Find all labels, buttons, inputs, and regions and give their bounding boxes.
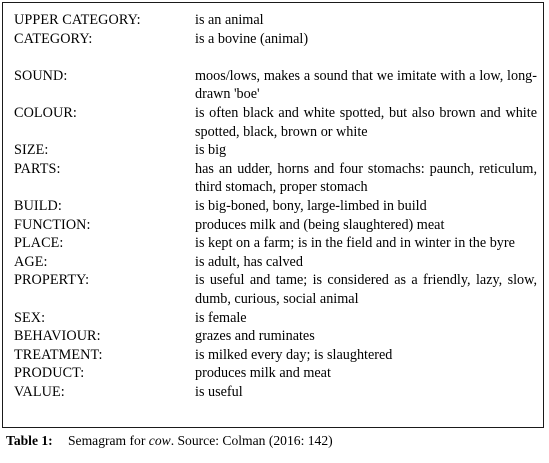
row-label: BEHAVIOUR: xyxy=(14,328,101,345)
row-value: produces milk and (being slaughtered) meat xyxy=(195,216,445,233)
row-value: grazes and ruminates xyxy=(195,328,315,345)
row-label: PROPERTY: xyxy=(14,272,90,289)
row-value: is often black and white spotted, but also brown and white spotted, black, brown or white xyxy=(195,104,537,140)
row-sound xyxy=(14,67,544,104)
row-value: is an animal xyxy=(195,12,264,28)
row-label: SIZE: xyxy=(14,142,49,159)
row-parts xyxy=(14,160,544,197)
semagram-table xyxy=(2,2,544,428)
caption-prefix: Semagram for xyxy=(68,433,149,448)
row-value: is big xyxy=(195,142,227,159)
row-value: is kept on a farm; is in the field and in winter in the byre xyxy=(195,235,515,252)
row-value: produces milk and meat xyxy=(195,365,331,382)
row-category xyxy=(14,30,544,49)
row-place xyxy=(14,234,544,253)
row-value: is useful xyxy=(195,383,243,400)
row-value: has an udder, horns and four stomachs: paunch, reticulum, third stomach, proper stomach xyxy=(195,160,537,196)
row-value: is milked every day; is slaughtered xyxy=(195,346,393,363)
caption-suffix: . Source: Colman (2016: 142) xyxy=(170,433,333,448)
caption-label: Table 1: xyxy=(6,433,53,448)
row-sex xyxy=(14,309,544,328)
row-label: PLACE: xyxy=(14,235,64,252)
semagram-rows xyxy=(14,11,544,401)
row-label: AGE: xyxy=(14,253,48,270)
row-age xyxy=(14,253,544,272)
row-value: is adult, has calved xyxy=(195,253,303,270)
row-label: UPPER CATEGORY: xyxy=(14,12,141,28)
row-colour xyxy=(14,104,544,141)
row-label: FUNCTION: xyxy=(14,216,91,233)
row-product xyxy=(14,364,544,383)
row-label: VALUE: xyxy=(14,383,65,400)
row-value xyxy=(14,383,544,402)
row-label: PRODUCT: xyxy=(14,365,85,382)
row-treatment xyxy=(14,346,544,365)
row-label: SOUND: xyxy=(14,67,68,84)
row-value: is big-boned, bony, large-limbed in build xyxy=(195,197,427,214)
row-behaviour xyxy=(14,327,544,346)
caption-term: cow xyxy=(148,433,171,448)
row-value: is a bovine (animal) xyxy=(195,30,309,47)
row-label: CATEGORY: xyxy=(14,30,93,47)
row-value: is useful and tame; is considered as a friendly, lazy, slow, dumb, curious, social animal xyxy=(195,272,537,307)
row-size xyxy=(14,141,544,160)
row-label: TREATMENT: xyxy=(14,346,103,363)
row-label: PARTS: xyxy=(14,160,61,177)
row-build xyxy=(14,197,544,216)
row-label: SEX: xyxy=(14,309,46,326)
row-property xyxy=(14,271,544,308)
row-value: is female xyxy=(195,309,247,326)
row-upper-category xyxy=(14,11,544,30)
row-function xyxy=(14,216,544,235)
row-label: BUILD: xyxy=(14,197,62,214)
row-label: COLOUR: xyxy=(14,104,77,121)
table-caption xyxy=(6,432,333,450)
row-value: moos/lows, makes a sound that we imitate with a low, long-drawn 'boe' xyxy=(195,67,537,103)
